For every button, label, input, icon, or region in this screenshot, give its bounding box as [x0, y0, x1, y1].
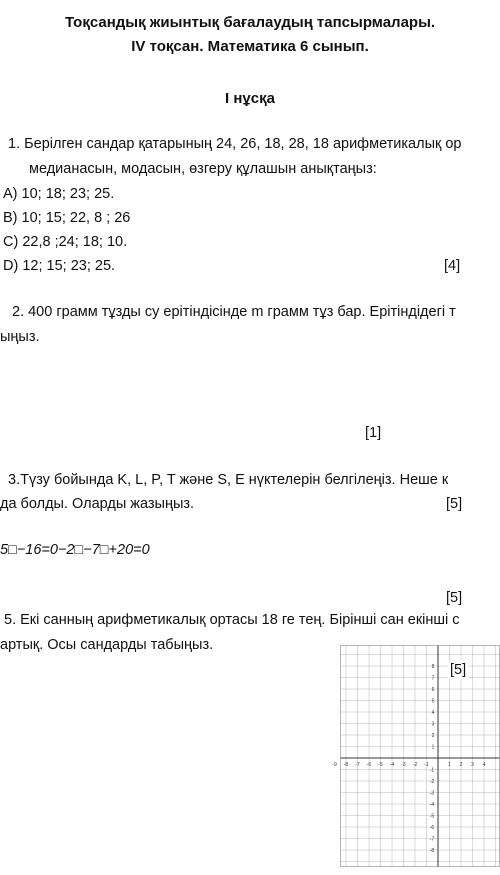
y-tick-label: 1: [431, 744, 435, 751]
task1-option-d: D) 12; 15; 23; 25.: [3, 258, 116, 274]
x-tick-label: -7: [355, 762, 360, 768]
x-tick-label: 3: [471, 762, 474, 768]
task3-line1: 3.Түзу бойында K, L, P, T және S, E нүктелерін белгілеңіз. Неше к: [8, 472, 449, 488]
task3-points: [5]: [446, 496, 463, 512]
y-tick-label: -8: [429, 848, 435, 854]
task1-points: [4]: [444, 258, 461, 274]
task5-line2: артық. Осы сандарды табыңыз.: [0, 637, 214, 653]
y-tick-label: -1: [429, 767, 435, 774]
y-tick-label: 4: [431, 710, 435, 716]
y-tick-label: -4: [429, 802, 435, 808]
y-tick-label: 7: [431, 675, 435, 682]
task1-option-c: C) 22,8 ;24; 18; 10.: [3, 234, 128, 250]
task1-option-a: A) 10; 18; 23; 25.: [3, 186, 115, 202]
y-tick-label: -7: [429, 836, 435, 843]
y-tick-label: 5: [431, 698, 435, 705]
doc-subtitle: IV тоқсан. Математика 6 сынып.: [131, 38, 369, 55]
task5-line1: 5. Екі санның арифметикалық ортасы 18 ге тең. Бірінші сан екінші с: [4, 612, 460, 628]
x-tick-label: -9: [332, 762, 337, 768]
x-tick-label: -2: [412, 762, 418, 768]
x-tick-label: -5: [378, 762, 383, 768]
task2-line1: 2. 400 грамм тұзды су ерітіндісінде m грамм тұз бар. Ерітіндідегі т: [12, 304, 456, 320]
x-tick-label: -8: [343, 762, 349, 768]
task5-points: [5]: [450, 662, 467, 678]
x-tick-label: 1: [448, 762, 451, 768]
variant-title: I нұсқа: [225, 90, 275, 107]
x-tick-label: -3: [401, 762, 406, 768]
y-tick-label: -5: [429, 813, 435, 820]
y-tick-label: -2: [429, 779, 435, 785]
task4-points: [5]: [446, 590, 463, 606]
task2-points: [1]: [365, 425, 382, 441]
x-tick-label: -6: [366, 762, 372, 768]
x-tick-label: 2: [459, 762, 463, 768]
y-tick-label: -3: [429, 790, 435, 797]
y-tick-label: 3: [431, 721, 435, 728]
task1-option-b: B) 10; 15; 22, 8 ; 26: [3, 210, 131, 226]
task3-line2: да болды. Оларды жазыңыз.: [0, 496, 195, 512]
y-tick-label: 8: [431, 664, 435, 670]
task1-line1: 1. Берілген сандар қатарының 24, 26, 18, 28, 18 арифметикалық ор: [8, 136, 462, 152]
doc-title: Тоқсандық жиынтық бағалаудың тапсырмалары.: [64, 14, 436, 31]
coordinate-grid: [332, 645, 500, 867]
x-tick-label: -4: [389, 762, 395, 768]
grid-border: [341, 646, 500, 867]
task1-line2: медианасын, модасын, өзгеру құлашын анықтаңыз:: [29, 161, 377, 177]
task2-line2: ыңыз.: [0, 329, 40, 345]
x-tick-label: -1: [424, 762, 429, 768]
y-tick-label: 2: [431, 733, 435, 739]
y-tick-label: -6: [429, 825, 435, 831]
y-tick-label: 6: [431, 687, 435, 693]
x-tick-label: 4: [482, 762, 486, 768]
task4-equation: 5□−16=0−2□−7□+20=0: [0, 542, 150, 558]
